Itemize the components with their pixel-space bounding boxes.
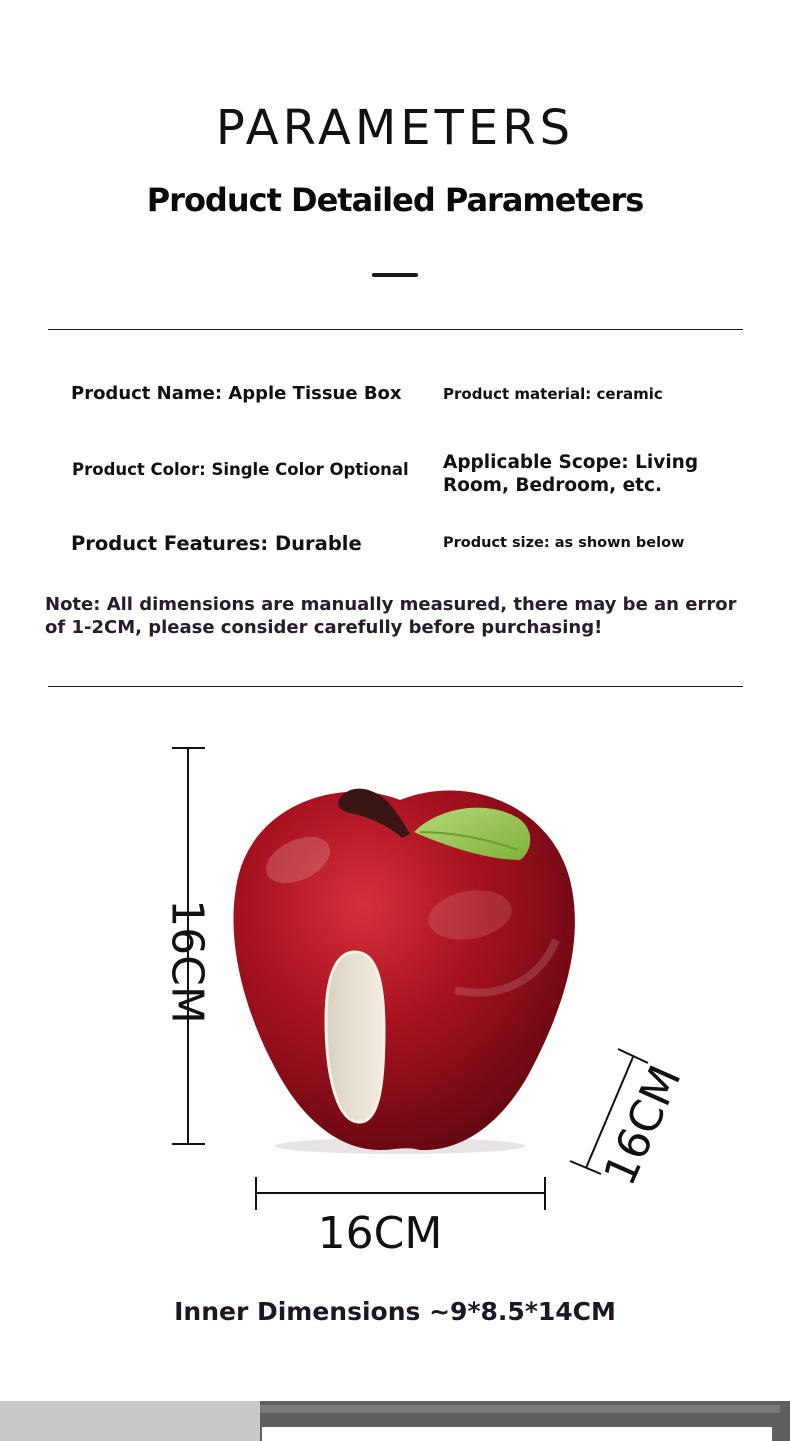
title-dash-divider — [372, 273, 418, 277]
top-divider — [48, 329, 743, 330]
spec-product-size: Product size: as shown below — [443, 535, 685, 551]
bottom-divider — [48, 686, 743, 687]
spec-product-material: Product material: ceramic — [443, 385, 663, 403]
apple-tissue-box-image — [233, 789, 574, 1150]
width-dimension-line — [256, 1177, 545, 1210]
depth-label: 16CM — [594, 1058, 692, 1193]
product-dimension-figure — [0, 700, 790, 1280]
measurement-note: Note: All dimensions are manually measured, there may be an error of 1-2CM, please consider carefully before purchasing! — [45, 594, 737, 638]
page-title: PARAMETERS — [215, 100, 575, 156]
spec-product-color: Product Color: Single Color Optional — [72, 460, 409, 479]
height-label: 16CM — [161, 899, 213, 1024]
width-label: 16CM — [317, 1208, 443, 1259]
spec-product-name: Product Name: Apple Tissue Box — [71, 383, 402, 404]
spec-product-features: Product Features: Durable — [71, 532, 362, 555]
page-subtitle: Product Detailed Parameters — [146, 181, 644, 219]
spec-applicable-scope: Applicable Scope: Living Room, Bedroom, etc. — [443, 452, 699, 496]
inner-dimensions: Inner Dimensions ~9*8.5*14CM — [174, 1297, 616, 1326]
next-section-photo-strip — [0, 1401, 790, 1441]
